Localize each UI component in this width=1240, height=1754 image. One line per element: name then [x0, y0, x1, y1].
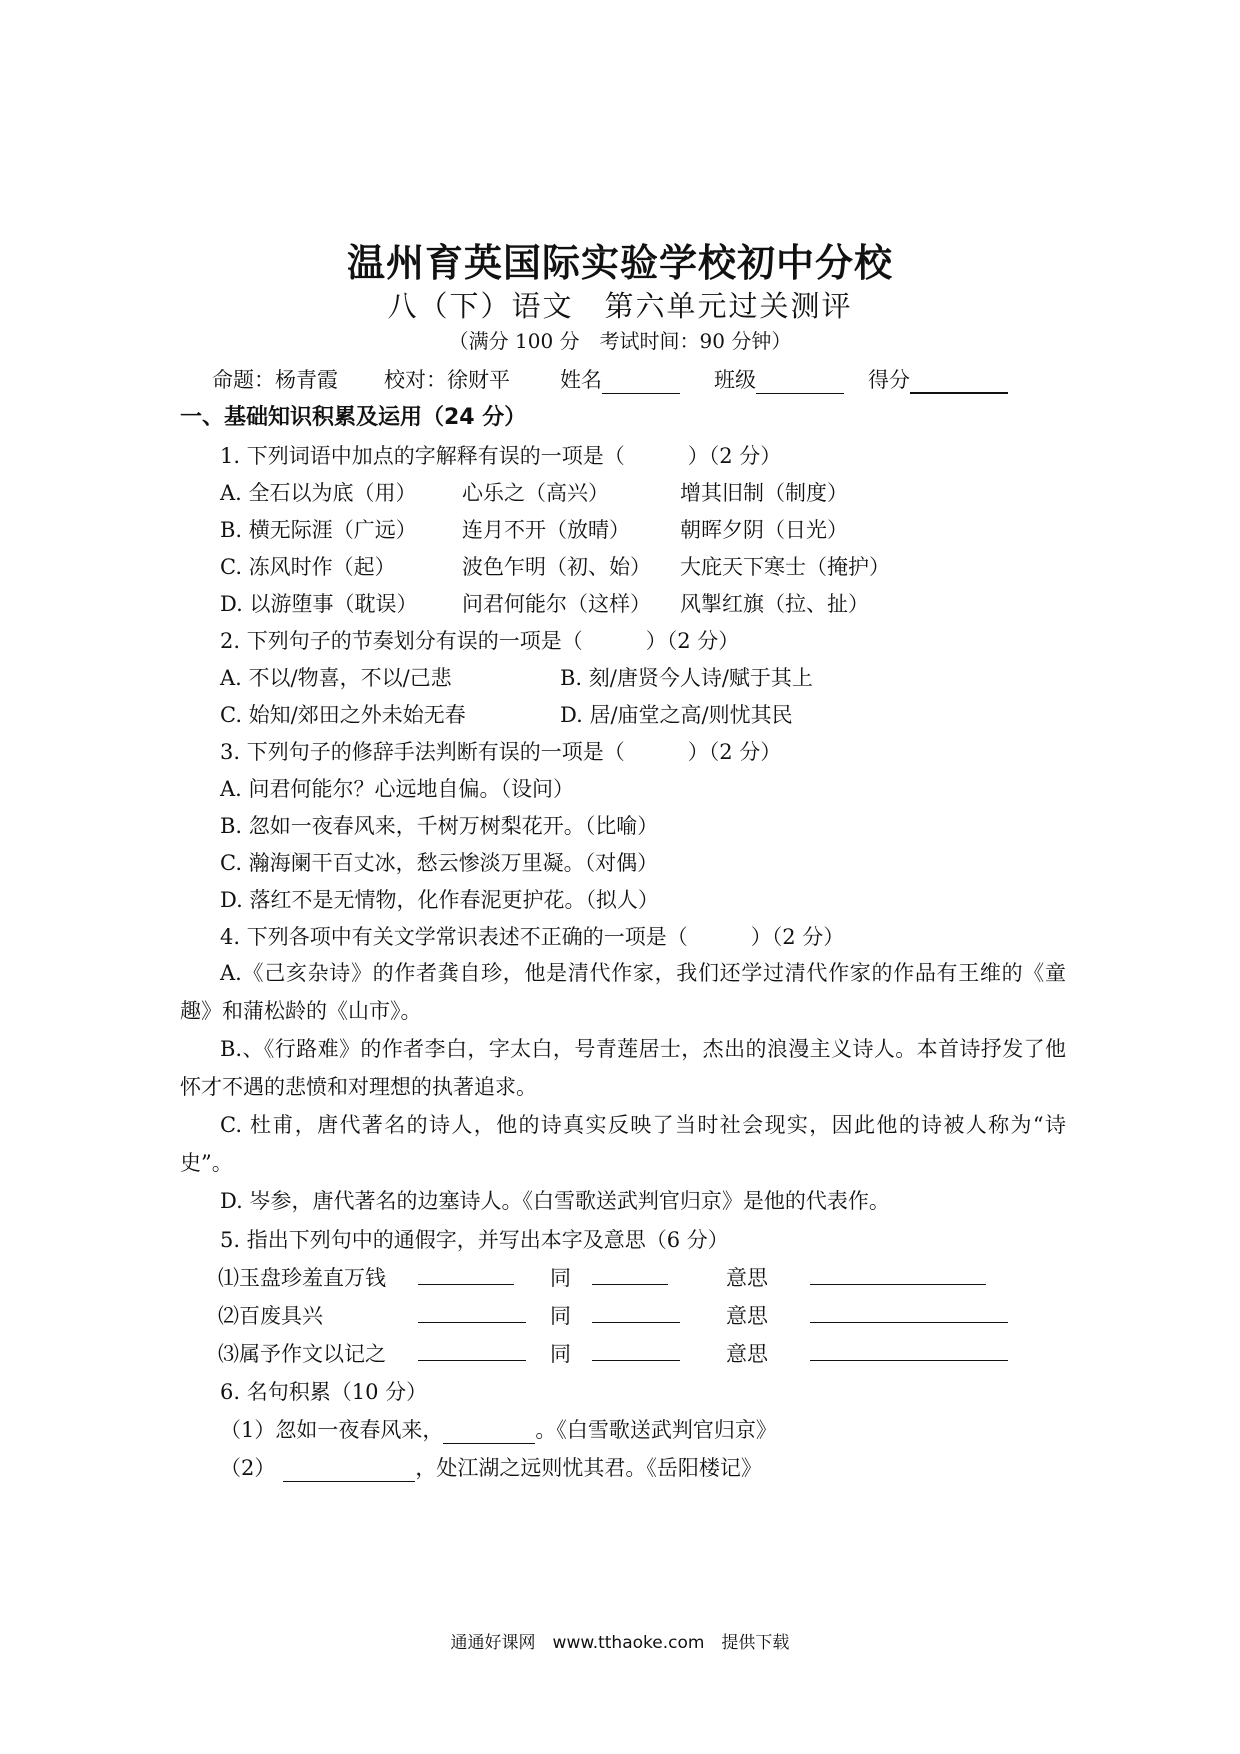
q2-option-b: B. 刻/唐贤今人诗/赋于其上 — [560, 666, 813, 690]
q5-item-3-meaning-blank[interactable] — [810, 1338, 1008, 1361]
name-field — [560, 364, 680, 394]
q1-stem: 1. 下列词语中加点的字解释有误的一项是（ ）（2 分） — [220, 444, 782, 468]
q6-line-2-blank[interactable] — [283, 1459, 415, 1482]
q6-line-2-suffix: ，处江湖之远则忧其君。《岳阳楼记》 — [415, 1456, 762, 1480]
q1-a-col1: A. 全石以为底（用） — [220, 481, 417, 505]
q5-item-2-meaning-label: 意思 — [726, 1304, 768, 1328]
q5-item-3-char-blank[interactable] — [418, 1338, 526, 1361]
score-field — [868, 364, 1008, 394]
q1-c-col1: C. 冻风时作（起） — [220, 555, 396, 579]
school-title: 温州育英国际实验学校初中分校 — [346, 241, 893, 285]
q4-stem: 4. 下列各项中有关文学常识表述不正确的一项是（ ）（2 分） — [220, 925, 845, 949]
q1-d-col3: 风掣红旗（拉、扯） — [680, 592, 869, 616]
q5-item-3-same-label: 同 — [550, 1342, 571, 1366]
score-label: 得分 — [868, 368, 910, 392]
q4-option-d: D. 岑参，唐代著名的边塞诗人。《白雪歌送武判官归京》是他的代表作。 — [220, 1189, 890, 1213]
q3-stem: 3. 下列句子的修辞手法判断有误的一项是（ ）（2 分） — [220, 740, 782, 764]
exam-subtitle: 八（下）语文 第六单元过关测评 — [387, 289, 853, 323]
q5-item-1-meaning-blank[interactable] — [810, 1262, 986, 1285]
q1-b-col1: B. 横无际涯（广远） — [220, 518, 417, 542]
q5-item-1-same-label: 同 — [550, 1266, 571, 1290]
q1-d-col1: D. 以游堕事（耽误） — [220, 592, 418, 616]
q6-line-2 — [220, 1452, 762, 1482]
q4-option-c: C. 杜甫，唐代著名的诗人，他的诗真实反映了当时社会现实，因此他的诗被人称为“诗史”。 — [180, 1113, 1066, 1175]
q1-c-col3: 大庇天下寒士（掩护） — [680, 555, 890, 579]
q6-line-2-prefix: （2） — [220, 1456, 276, 1480]
q5-item-1-meaning-label: 意思 — [726, 1266, 768, 1290]
footer-credit: 通通好课网 www.tthaoke.com 提供下载 — [450, 1633, 790, 1653]
q5-stem: 5. 指出下列句中的通假字，并写出本字及意思（6 分） — [220, 1228, 729, 1252]
q5-item-1-orig-blank[interactable] — [592, 1262, 668, 1285]
checker-text: 校对：徐财平 — [384, 368, 510, 392]
q5-item-3: ⑶属予作文以记之 — [218, 1342, 386, 1366]
q3-option-b: B. 忽如一夜春风来，千树万树梨花开。（比喻） — [220, 814, 659, 838]
q1-b-col3: 朝晖夕阴（日光） — [680, 518, 848, 542]
q1-a-col3: 增其旧制（制度） — [680, 481, 848, 505]
proposer-text: 命题：杨青霞 — [212, 368, 338, 392]
q2-stem: 2. 下列句子的节奏划分有误的一项是（ ）（2 分） — [220, 629, 740, 653]
q5-item-2-char-blank[interactable] — [418, 1300, 526, 1323]
name-blank[interactable] — [602, 371, 680, 394]
q5-item-2-orig-blank[interactable] — [592, 1300, 680, 1323]
q2-option-c: C. 始知/郊田之外未始无春 — [220, 703, 466, 727]
q1-b-col2: 连月不开（放晴） — [462, 518, 630, 542]
score-time-info: （满分 100 分 考试时间：90 分钟） — [448, 329, 792, 353]
name-label: 姓名 — [560, 368, 602, 392]
q5-item-1-char-blank[interactable] — [418, 1262, 514, 1285]
class-field — [714, 364, 844, 394]
q6-line-1-blank[interactable] — [443, 1421, 535, 1444]
q3-option-d: D. 落红不是无情物，化作春泥更护花。（拟人） — [220, 888, 659, 912]
q5-item-3-orig-blank[interactable] — [592, 1338, 680, 1361]
q6-line-1-prefix: （1）忽如一夜春风来， — [220, 1418, 444, 1442]
q5-item-3-meaning-label: 意思 — [726, 1342, 768, 1366]
q5-item-2-same-label: 同 — [550, 1304, 571, 1328]
q3-option-a: A. 问君何能尔？心远地自偏。（设问） — [220, 777, 575, 801]
q6-line-1-suffix: 。《白雪歌送武判官归京》 — [535, 1418, 777, 1442]
class-blank[interactable] — [756, 371, 844, 394]
q5-item-2-meaning-blank[interactable] — [810, 1300, 1008, 1323]
q1-a-col2: 心乐之（高兴） — [462, 481, 609, 505]
q6-line-1 — [220, 1414, 777, 1444]
q1-d-col2: 问君何能尔（这样） — [462, 592, 651, 616]
q5-item-2: ⑵百废具兴 — [218, 1304, 323, 1328]
q4-option-b: B.、《行路难》的作者李白，字太白，号青莲居士，杰出的浪漫主义诗人。本首诗抒发了他怀才不遇的悲愤和对理想的执著追求。 — [180, 1037, 1066, 1099]
q2-option-a: A. 不以/物喜，不以/己悲 — [220, 666, 452, 690]
score-blank[interactable] — [910, 370, 1008, 394]
section-1-title: 一、基础知识积累及运用（24 分） — [180, 405, 527, 430]
class-label: 班级 — [714, 368, 756, 392]
q2-option-d: D. 居/庙堂之高/则忧其民 — [560, 703, 793, 727]
q1-c-col2: 波色乍明（初、始） — [462, 555, 651, 579]
q5-item-1: ⑴玉盘珍羞直万钱 — [218, 1266, 386, 1290]
q6-stem: 6. 名句积累（10 分） — [220, 1380, 428, 1404]
q3-option-c: C. 瀚海阑干百丈冰，愁云惨淡万里凝。（对偶） — [220, 851, 659, 875]
q4-option-a: A.《己亥杂诗》的作者龚自珍，他是清代作家，我们还学过清代作家的作品有王维的《童趣》和蒲松龄的《山市》。 — [180, 961, 1066, 1023]
